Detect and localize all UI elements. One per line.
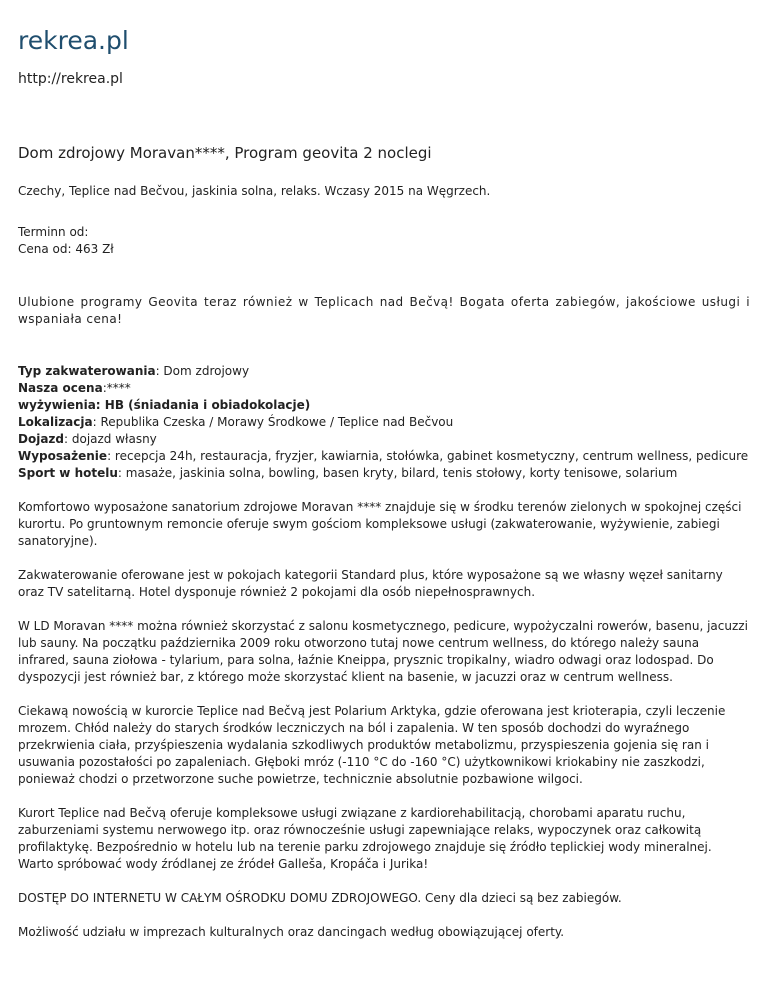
- price-label: Cena od: 463 Zł: [18, 242, 114, 256]
- offer-title: Dom zdrojowy Moravan****, Program geovita 2 noclegi: [18, 144, 432, 162]
- sport-value: : masaże, jaskinia solna, bowling, basen kryty, bilard, tenis stołowy, korty tenisowe, solarium: [117, 466, 678, 480]
- offer-intro: Ulubione programy Geovita teraz również w Teplicach nad Bečvą! Bogata oferta zabiegów, jakościowe usługi i wspaniała cena!: [18, 295, 750, 326]
- offer-meta: [18, 224, 750, 258]
- description-paragraph: Zakwaterowanie oferowane jest w pokojach kategorii Standard plus, które wyposażone są we własny węzeł sanitarny oraz TV satelitarną. Hotel dysponuje również 2 pokojami dla osób niepełnosprawnych.: [18, 568, 723, 599]
- description-paragraph: Komfortowo wyposażone sanatorium zdrojowe Moravan **** znajduje się w środku terenów zielonych w spokojnej części kurortu. Po gruntownym remoncie oferuje swym gościom kompleksowe usługi (zakwaterowanie, wyżywienie, zabiegi sanatoryjne).: [18, 500, 742, 548]
- rating-label: Nasza ocena: [18, 381, 103, 395]
- board-row: [18, 397, 750, 414]
- description-paragraph: Ciekawą nowością w kurorcie Teplice nad Bečvą jest Polarium Arktyka, gdzie oferowana jest krioterapia, czyli leczenie mrozem. Chłód należy do starych środków leczniczych na ból i zapalenia. W ten sposób dochodzi do wyraźnego przekrwienia ciała, przyśpieszenia wydalania szkodliwych produktów metabolizmu, przyspieszenia gojenia się ran i usuwania pozostałości po zapaleniach. Głęboki mróz (-110 °C do -160 °C) użytkownikowi kriokabiny nie zaszkodzi, ponieważ chodzi o przetworzone suche powietrze, technicznie absolutnie pozbawione wilgoci.: [18, 704, 726, 786]
- location-label: Lokalizacja: [18, 415, 93, 429]
- transport-value: : dojazd własny: [64, 432, 157, 446]
- sport-label: Sport w hotelu: [18, 466, 118, 480]
- equipment-label: Wyposażenie: [18, 449, 108, 463]
- transport-label: Dojazd: [18, 432, 64, 446]
- board-label: wyżywienia: HB (śniadania i obiadokolacje): [18, 398, 311, 412]
- site-url[interactable]: http://rekrea.pl: [18, 71, 123, 87]
- equipment-value: : recepcja 24h, restauracja, fryzjer, kawiarnia, stołówka, gabinet kosmetyczny, centrum wellness, pedicure: [107, 449, 749, 463]
- rating-row: [18, 380, 750, 397]
- location-value: : Republika Czeska / Morawy Środkowe / Teplice nad Bečvou: [92, 415, 454, 429]
- equipment-row: [18, 448, 750, 482]
- location-row: [18, 414, 750, 431]
- offer-details: [18, 363, 750, 482]
- site-title[interactable]: rekrea.pl: [18, 26, 129, 55]
- offer-subtitle: Czechy, Teplice nad Bečvou, jaskinia solna, relaks. Wczasy 2015 na Węgrzech.: [18, 184, 491, 198]
- rating-value: :****: [102, 381, 131, 395]
- term-label: Terminn od:: [18, 225, 89, 239]
- description-paragraph: Możliwość udziału w imprezach kulturalnych oraz dancingach według obowiązującej oferty.: [18, 925, 565, 939]
- accommodation-row: [18, 363, 750, 380]
- accommodation-label: Typ zakwaterowania: [18, 364, 156, 378]
- description-paragraph: W LD Moravan **** można również skorzystać z salonu kosmetycznego, pedicure, wypożyczalni rowerów, basenu, jacuzzi lub sauny. Na początku października 2009 roku otworzono tutaj nowe centrum wellness, do którego należy sauna infrared, sauna ziołowa - tylarium, para solna, łaźnie Kneippa, prysznic tropikalny, wiadro odwagi oraz lodospad. Do dyspozycji jest również bar, z którego może skorzystać klient na basenie, w jacuzzi oraz w centrum wellness.: [18, 619, 748, 684]
- description-paragraph: Kurort Teplice nad Bečvą oferuje kompleksowe usługi związane z kardiorehabilitacją, chorobami aparatu ruchu, zaburzeniami systemu nerwowego itp. oraz równocześnie usługi zapewniające relaks, wypoczynek oraz całkowitą profilaktykę. Bezpośrednio w hotelu lub na terenie parku zdrojowego znajduje się źródło teplickiej wody mineralnej. Warto spróbować wody źródlanej ze źródeł Galleša, Kropáča i Jurika!: [18, 806, 712, 871]
- transport-row: [18, 431, 750, 448]
- accommodation-value: : Dom zdrojowy: [155, 364, 250, 378]
- description-paragraph: DOSTĘP DO INTERNETU W CAŁYM OŚRODKU DOMU ZDROJOWEGO. Ceny dla dzieci są bez zabiegów.: [18, 891, 622, 905]
